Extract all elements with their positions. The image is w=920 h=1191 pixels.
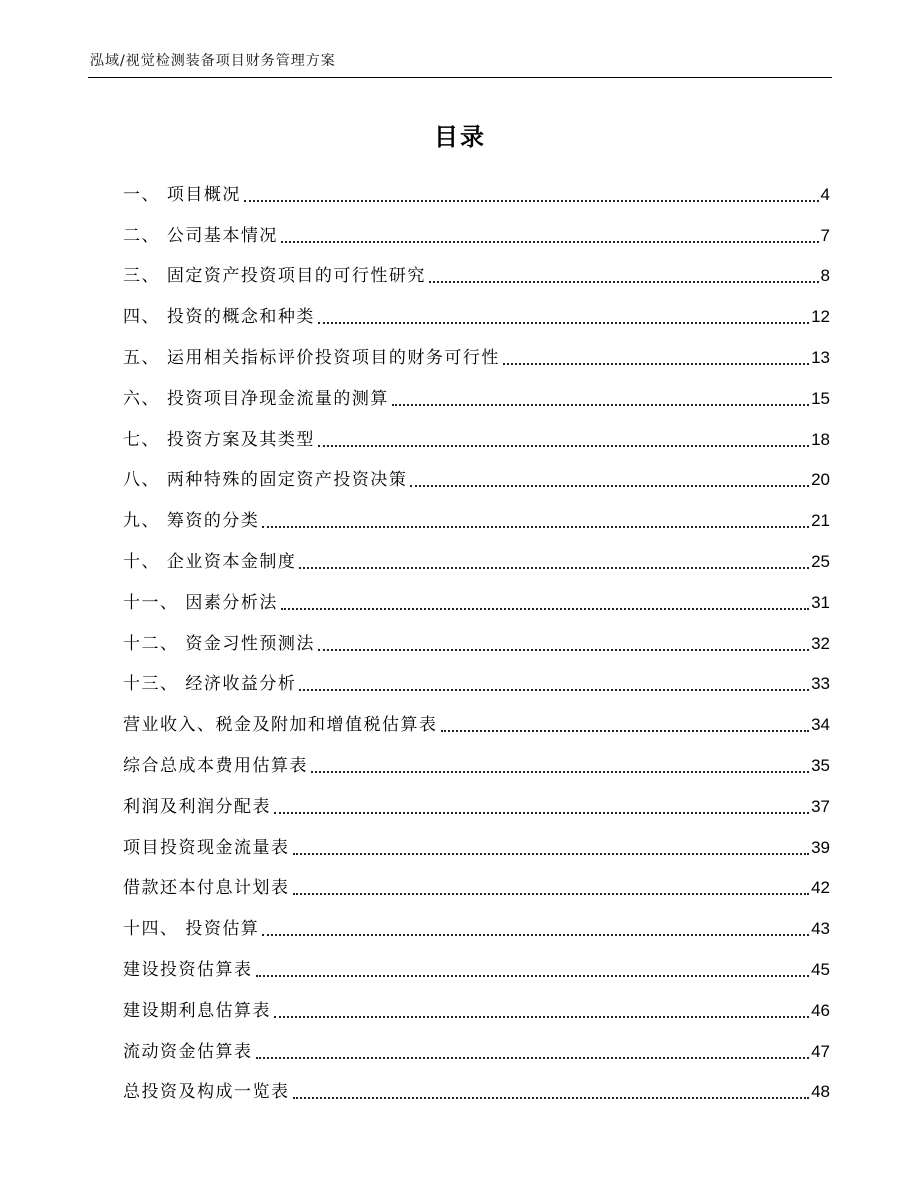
toc-entry-label: 二、 公司基本情况 [123, 225, 278, 246]
toc-entry-page: 20 [811, 470, 830, 490]
toc-entry[interactable] [123, 658, 830, 699]
toc-dot-leader [293, 893, 810, 895]
toc-entry-label: 建设期利息估算表 [123, 1000, 271, 1021]
toc-dot-leader [262, 526, 809, 528]
toc-entry-label: 五、 运用相关指标评价投资项目的财务可行性 [123, 347, 500, 368]
toc-dot-leader [318, 322, 809, 324]
toc-entry-label: 流动资金估算表 [123, 1041, 253, 1062]
toc-entry[interactable] [123, 413, 830, 454]
toc-entry-page: 31 [811, 592, 830, 612]
toc-entry-label: 六、 投资项目净现金流量的测算 [123, 388, 389, 409]
toc-entry-page: 21 [811, 511, 830, 531]
toc-entry-page: 33 [811, 674, 830, 694]
toc-dot-leader [256, 975, 810, 977]
toc-entry[interactable] [123, 617, 830, 658]
toc-entry-label: 三、 固定资产投资项目的可行性研究 [123, 266, 426, 287]
toc-dot-leader [299, 689, 809, 691]
toc-entry-label: 十四、 投资估算 [123, 919, 260, 940]
toc-list [123, 168, 830, 1106]
toc-entry-label: 项目投资现金流量表 [123, 837, 290, 858]
toc-entry-page: 7 [820, 225, 830, 245]
toc-dot-leader [293, 853, 810, 855]
toc-entry[interactable] [123, 331, 830, 372]
toc-entry-page: 43 [811, 919, 830, 939]
toc-dot-leader [429, 281, 819, 283]
header-divider [88, 77, 832, 78]
toc-entry-page: 13 [811, 347, 830, 367]
toc-entry[interactable] [123, 984, 830, 1025]
toc-entry-label: 一、 项目概况 [123, 184, 241, 205]
toc-entry-page: 42 [811, 878, 830, 898]
toc-dot-leader [274, 1016, 809, 1018]
toc-entry-label: 利润及利润分配表 [123, 796, 271, 817]
toc-entry-page: 37 [811, 796, 830, 816]
toc-entry-label: 综合总成本费用估算表 [123, 755, 308, 776]
toc-entry[interactable] [123, 250, 830, 291]
page-header: 泓域/视觉检测装备项目财务管理方案 [90, 53, 336, 69]
toc-entry[interactable] [123, 739, 830, 780]
toc-entry-label: 四、 投资的概念和种类 [123, 307, 315, 328]
toc-entry[interactable] [123, 780, 830, 821]
toc-entry[interactable] [123, 576, 830, 617]
toc-dot-leader [293, 1097, 810, 1099]
toc-entry-page: 48 [811, 1082, 830, 1102]
toc-entry-page: 15 [811, 388, 830, 408]
toc-entry[interactable] [123, 698, 830, 739]
toc-entry[interactable] [123, 902, 830, 943]
toc-entry[interactable] [123, 168, 830, 209]
toc-entry[interactable] [123, 862, 830, 903]
toc-entry-label: 十二、 资金习性预测法 [123, 633, 315, 654]
toc-entry-label: 十一、 因素分析法 [123, 592, 278, 613]
toc-entry-page: 4 [820, 184, 830, 204]
toc-entry-label: 九、 筹资的分类 [123, 511, 260, 532]
toc-entry-label: 建设投资估算表 [123, 959, 253, 980]
toc-entry-page: 25 [811, 551, 830, 571]
toc-entry-label: 营业收入、税金及附加和增值税估算表 [123, 715, 438, 736]
toc-dot-leader [274, 812, 809, 814]
toc-entry[interactable] [123, 821, 830, 862]
toc-entry-page: 32 [811, 633, 830, 653]
toc-entry[interactable] [123, 494, 830, 535]
toc-dot-leader [441, 730, 810, 732]
toc-dot-leader [262, 934, 809, 936]
toc-entry-page: 8 [820, 266, 830, 286]
toc-entry[interactable] [123, 372, 830, 413]
toc-entry-page: 47 [811, 1041, 830, 1061]
toc-entry[interactable] [123, 1025, 830, 1066]
toc-entry-label: 十三、 经济收益分析 [123, 674, 297, 695]
toc-entry[interactable] [123, 1066, 830, 1107]
toc-entry[interactable] [123, 209, 830, 250]
toc-entry-page: 39 [811, 837, 830, 857]
toc-entry-page: 12 [811, 307, 830, 327]
toc-dot-leader [392, 404, 809, 406]
toc-entry-page: 35 [811, 755, 830, 775]
toc-dot-leader [299, 567, 809, 569]
toc-entry-label: 借款还本付息计划表 [123, 878, 290, 899]
toc-entry-label: 七、 投资方案及其类型 [123, 429, 315, 450]
toc-entry[interactable] [123, 535, 830, 576]
toc-dot-leader [503, 363, 809, 365]
toc-dot-leader [244, 200, 819, 202]
toc-entry-label: 十、 企业资本金制度 [123, 551, 297, 572]
toc-dot-leader [256, 1057, 810, 1059]
toc-entry[interactable] [123, 943, 830, 984]
toc-entry-label: 八、 两种特殊的固定资产投资决策 [123, 470, 408, 491]
toc-dot-leader [281, 241, 819, 243]
toc-entry[interactable] [123, 454, 830, 495]
toc-entry-page: 18 [811, 429, 830, 449]
toc-dot-leader [318, 649, 809, 651]
toc-dot-leader [311, 771, 809, 773]
toc-entry[interactable] [123, 290, 830, 331]
toc-entry-page: 46 [811, 1000, 830, 1020]
toc-title: 目录 [434, 123, 486, 151]
toc-entry-page: 34 [811, 715, 830, 735]
toc-entry-label: 总投资及构成一览表 [123, 1082, 290, 1103]
toc-dot-leader [318, 445, 809, 447]
toc-dot-leader [281, 608, 809, 610]
toc-entry-page: 45 [811, 959, 830, 979]
toc-dot-leader [410, 485, 809, 487]
